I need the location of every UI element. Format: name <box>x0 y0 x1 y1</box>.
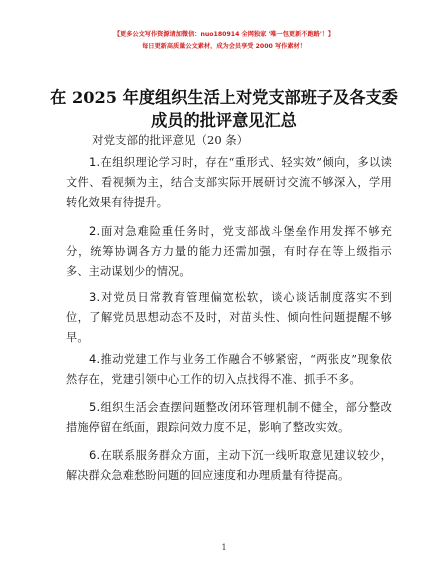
document-title-line-2: 成员的批评意见汇总 <box>151 111 297 130</box>
item-text: 面对急难险重任务时，党支部战斗堡垒作用发挥不够充分，统筹协调各方力量的能力还需加强，有时存在等上级指示多、主动谋划少的情况。 <box>66 225 392 278</box>
item-number: 4. <box>89 352 101 366</box>
critique-item-6 <box>66 445 392 486</box>
document-title-line-1: 在 2025 年度组织生活上对党支部班子及各支委 <box>50 88 398 107</box>
critique-item-2 <box>66 221 392 282</box>
item-number: 2. <box>89 224 101 238</box>
item-text: 组织生活会查摆问题整改闭环管理机制不健全，部分整改措施停留在纸面，跟踪问效力度不足，影响了整改实效。 <box>66 401 392 434</box>
promo-banner-line-2: 每日更新高质量公文素材，成为会员享受 2000 写作素材！ <box>142 43 306 50</box>
item-number: 1. <box>89 155 101 169</box>
critique-item-4 <box>66 349 392 390</box>
item-number: 6. <box>89 448 101 462</box>
critique-item-5 <box>66 397 392 438</box>
promo-banner-line-1: 【更多公文写作资源请加微信：nuo180914 全网独家 '唯一包更新不跑路'！】 <box>113 31 335 38</box>
item-text: 在联系服务群众方面，主动下沉一线听取意见建议较少，解决群众急难愁盼问题的回应速度和办理质量有待提高。 <box>66 449 392 482</box>
item-number: 5. <box>89 400 101 414</box>
item-number: 3. <box>89 290 101 304</box>
item-text: 对党员日常教育管理偏宽松软，谈心谈话制度落实不到位，了解党员思想动态不及时，对苗头性、倾向性问题提醒不够早。 <box>66 291 392 344</box>
section-heading: 对党支部的批评意见（20 条） <box>92 133 249 147</box>
item-text: 在组织理论学习时，存在“重形式、轻实效”倾向，多以读文件、看视频为主，结合支部实际开展研讨交流不够深入，学用转化效果有待提升。 <box>66 156 392 209</box>
critique-item-3 <box>66 287 392 348</box>
item-text: 推动党建工作与业务工作融合不够紧密，“两张皮”现象依然存在，党建引领中心工作的切入点找得不准、抓手不多。 <box>66 353 392 386</box>
critique-item-1 <box>66 152 392 213</box>
page-number: 1 <box>221 543 227 552</box>
